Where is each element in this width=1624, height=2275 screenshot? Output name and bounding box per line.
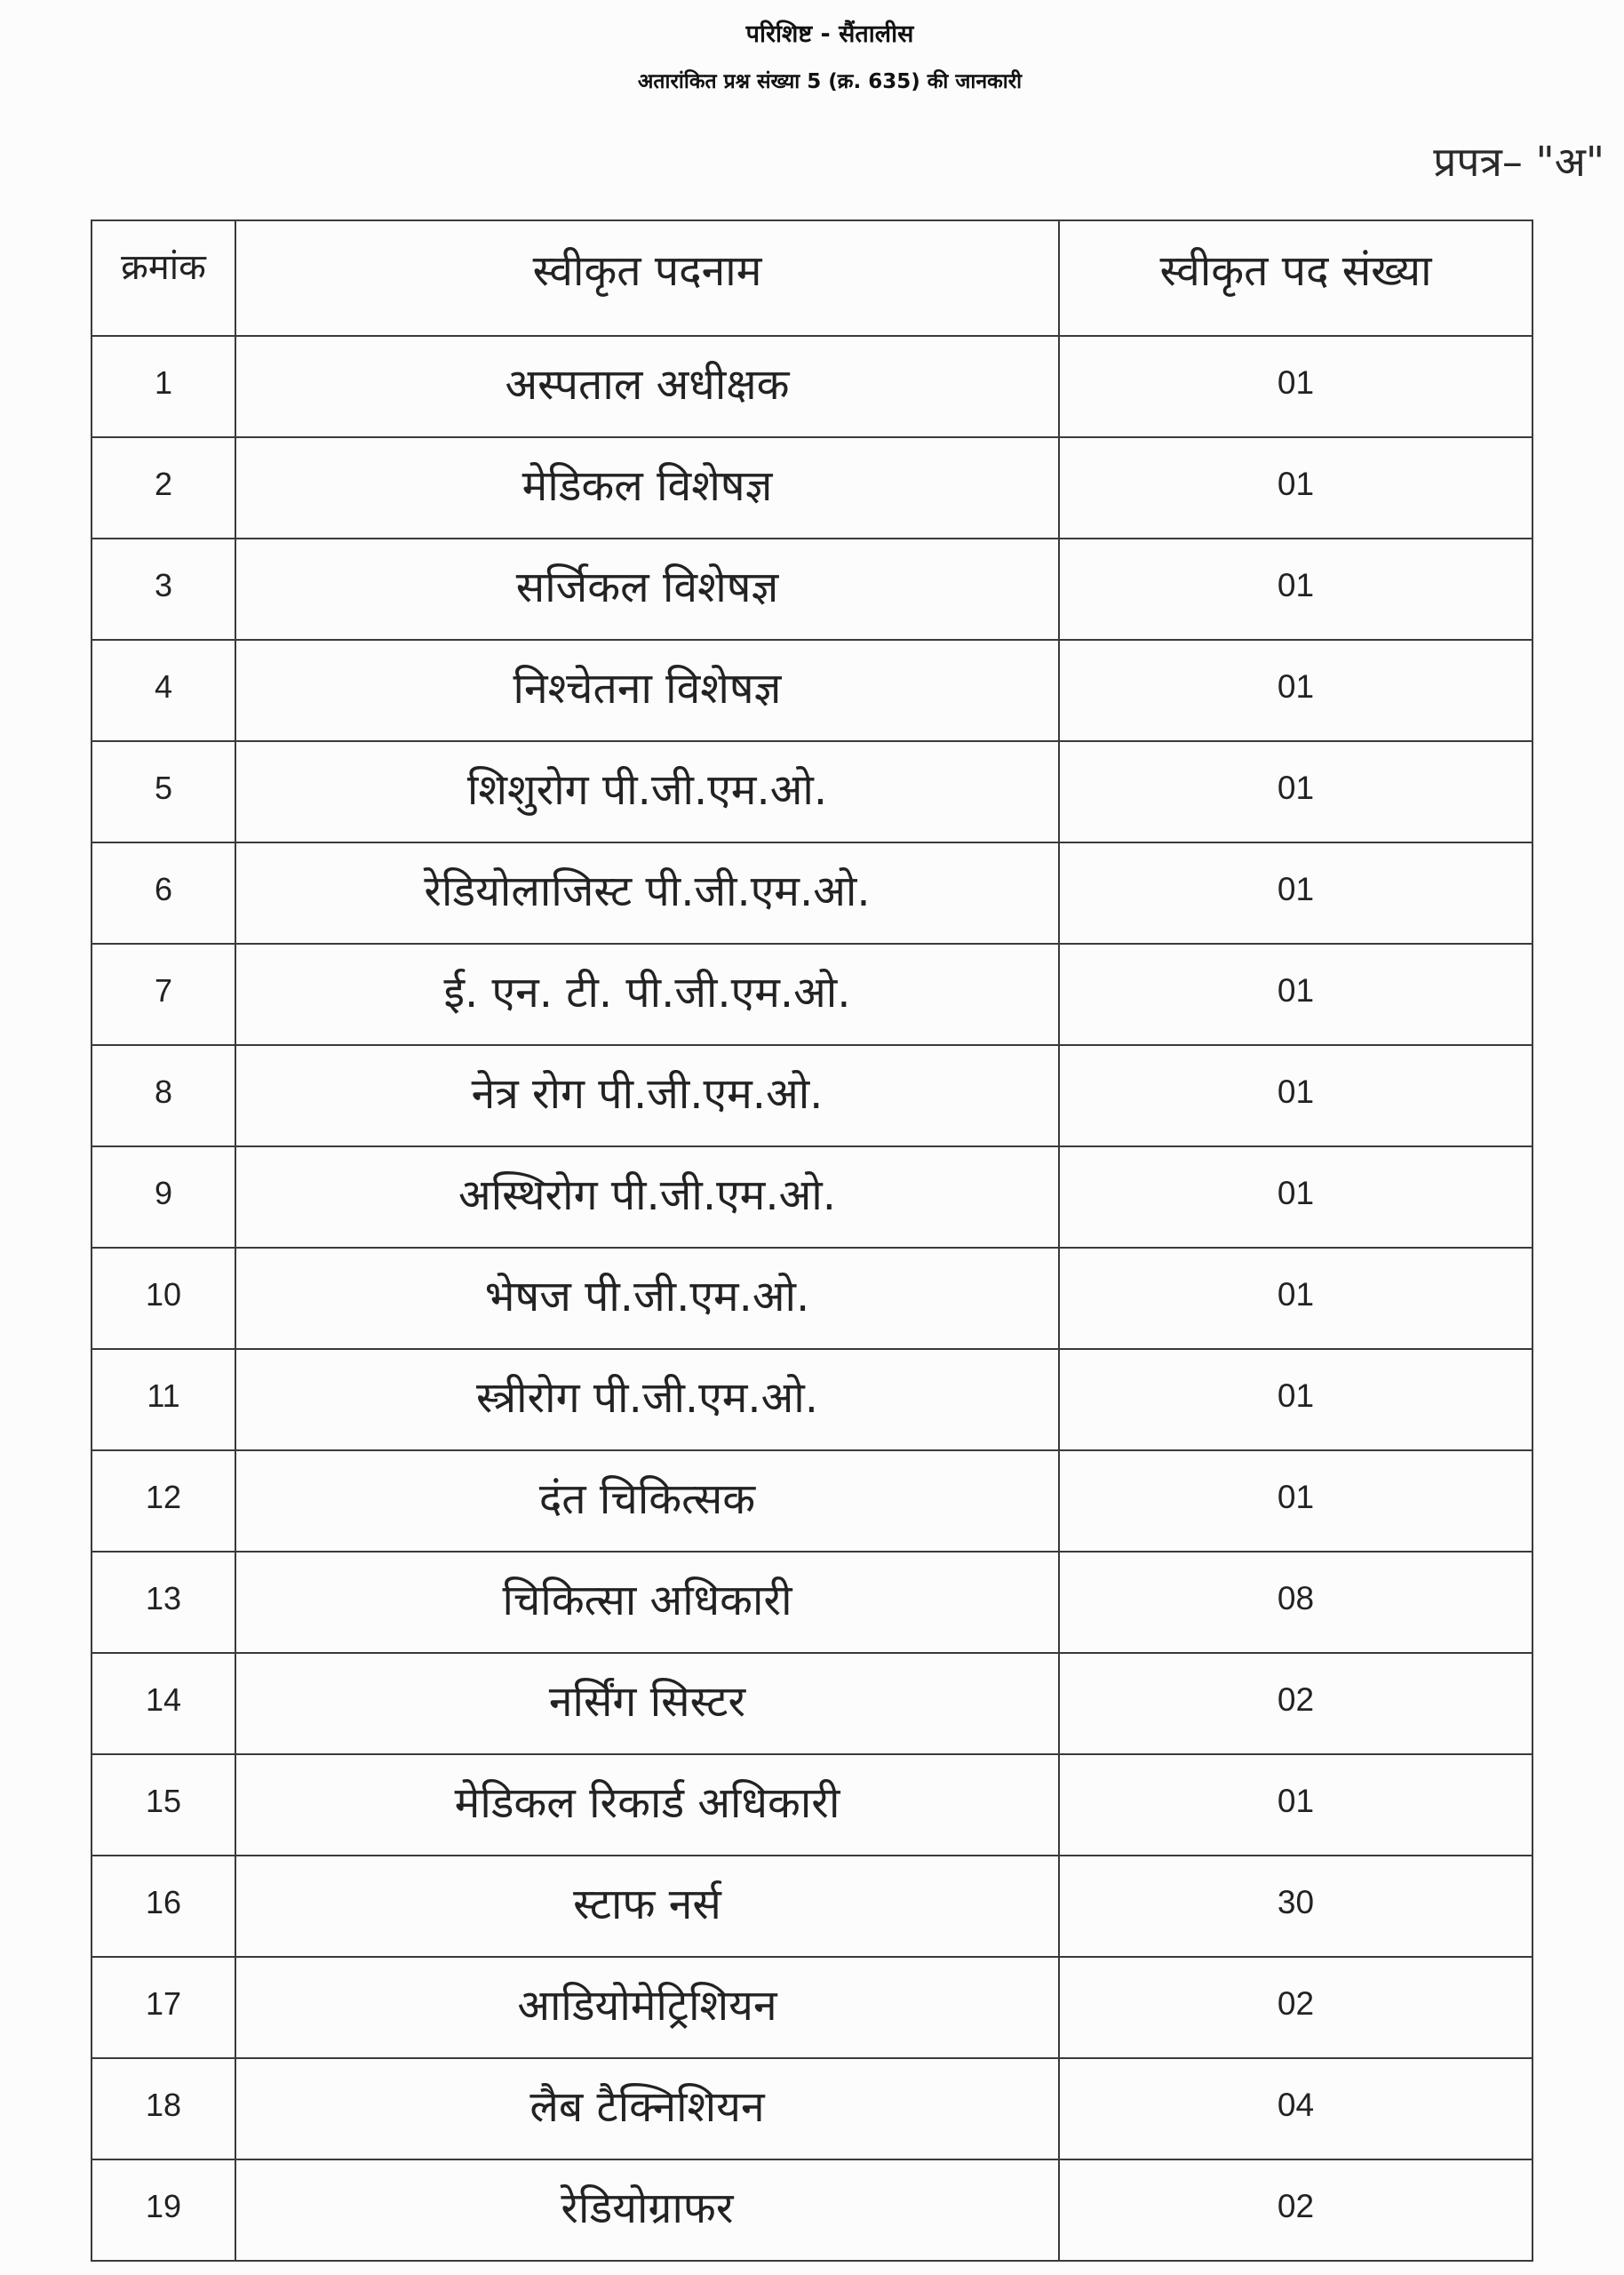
post-count-cell: 02 xyxy=(1059,1957,1532,2058)
serial-cell: 5 xyxy=(92,741,235,842)
designation-cell: नेत्र रोग पी.जी.एम.ओ. xyxy=(235,1045,1059,1146)
serial-cell: 18 xyxy=(92,2058,235,2159)
post-count-cell: 01 xyxy=(1059,1045,1532,1146)
post-count-cell: 01 xyxy=(1059,1146,1532,1248)
serial-cell: 11 xyxy=(92,1349,235,1450)
post-count-cell: 01 xyxy=(1059,1248,1532,1349)
designation-cell: चिकित्सा अधिकारी xyxy=(235,1552,1059,1653)
designation-cell: आडियोमेट्रिशियन xyxy=(235,1957,1059,2058)
post-count-cell: 01 xyxy=(1059,944,1532,1045)
designation-cell: स्त्रीरोग पी.जी.एम.ओ. xyxy=(235,1349,1059,1450)
designation-cell: भेषज पी.जी.एम.ओ. xyxy=(235,1248,1059,1349)
post-count-cell: 01 xyxy=(1059,640,1532,741)
table-row xyxy=(92,842,1532,944)
post-count-cell: 01 xyxy=(1059,741,1532,842)
header-serial: क्रमांक xyxy=(92,220,235,336)
table-row xyxy=(92,1349,1532,1450)
serial-cell: 12 xyxy=(92,1450,235,1552)
form-label: प्रपत्र– "अ" xyxy=(1433,138,1604,186)
table-row xyxy=(92,944,1532,1045)
table-row xyxy=(92,539,1532,640)
table-row xyxy=(92,1653,1532,1754)
serial-cell: 10 xyxy=(92,1248,235,1349)
serial-cell: 4 xyxy=(92,640,235,741)
table-row xyxy=(92,2159,1532,2261)
header-designation: स्वीकृत पदनाम xyxy=(235,220,1059,336)
designation-cell: शिशुरोग पी.जी.एम.ओ. xyxy=(235,741,1059,842)
table-row xyxy=(92,1754,1532,1856)
serial-cell: 7 xyxy=(92,944,235,1045)
serial-cell: 3 xyxy=(92,539,235,640)
table-row xyxy=(92,1045,1532,1146)
post-count-cell: 02 xyxy=(1059,2159,1532,2261)
serial-cell: 13 xyxy=(92,1552,235,1653)
post-count-cell: 01 xyxy=(1059,842,1532,944)
designation-cell: मेडिकल रिकार्ड अधिकारी xyxy=(235,1754,1059,1856)
serial-cell: 15 xyxy=(92,1754,235,1856)
document-title: परिशिष्ट - सैंतालीस xyxy=(745,20,914,48)
designation-cell: ई. एन. टी. पी.जी.एम.ओ. xyxy=(235,944,1059,1045)
serial-cell: 14 xyxy=(92,1653,235,1754)
table-row xyxy=(92,2058,1532,2159)
serial-cell: 19 xyxy=(92,2159,235,2261)
table-header xyxy=(92,220,1532,336)
serial-cell: 17 xyxy=(92,1957,235,2058)
designation-cell: रेडियोग्राफर xyxy=(235,2159,1059,2261)
header-count: स्वीकृत पद संख्या xyxy=(1059,220,1532,336)
designation-cell: मेडिकल विशेषज्ञ xyxy=(235,437,1059,539)
serial-cell: 8 xyxy=(92,1045,235,1146)
table-row xyxy=(92,1146,1532,1248)
serial-cell: 16 xyxy=(92,1856,235,1957)
post-count-cell: 01 xyxy=(1059,1450,1532,1552)
table-row xyxy=(92,1248,1532,1349)
post-count-cell: 01 xyxy=(1059,336,1532,437)
table-header-row xyxy=(92,220,1532,336)
post-count-cell: 01 xyxy=(1059,539,1532,640)
table-row xyxy=(92,1552,1532,1653)
table-row xyxy=(92,336,1532,437)
table-row xyxy=(92,1957,1532,2058)
serial-cell: 6 xyxy=(92,842,235,944)
table-row xyxy=(92,1450,1532,1552)
serial-cell: 9 xyxy=(92,1146,235,1248)
post-count-cell: 30 xyxy=(1059,1856,1532,1957)
designation-cell: रेडियोलाजिस्ट पी.जी.एम.ओ. xyxy=(235,842,1059,944)
designation-cell: स्टाफ नर्स xyxy=(235,1856,1059,1957)
designation-cell: अस्थिरोग पी.जी.एम.ओ. xyxy=(235,1146,1059,1248)
designation-cell: सर्जिकल विशेषज्ञ xyxy=(235,539,1059,640)
post-count-cell: 02 xyxy=(1059,1653,1532,1754)
post-count-cell: 04 xyxy=(1059,2058,1532,2159)
serial-cell: 2 xyxy=(92,437,235,539)
post-count-cell: 01 xyxy=(1059,1349,1532,1450)
table-row xyxy=(92,741,1532,842)
document-subtitle: अतारांकित प्रश्न संख्या 5 (क्र. 635) की जानकारी xyxy=(637,70,1023,93)
table-row xyxy=(92,640,1532,741)
sanctioned-posts-table xyxy=(91,220,1533,2262)
post-count-cell: 01 xyxy=(1059,1754,1532,1856)
post-count-cell: 01 xyxy=(1059,437,1532,539)
designation-cell: नर्सिंग सिस्टर xyxy=(235,1653,1059,1754)
table-row xyxy=(92,1856,1532,1957)
designation-cell: दंत चिकित्सक xyxy=(235,1450,1059,1552)
serial-cell: 1 xyxy=(92,336,235,437)
designation-cell: लैब टैक्निशियन xyxy=(235,2058,1059,2159)
designation-cell: निश्चेतना विशेषज्ञ xyxy=(235,640,1059,741)
table-body xyxy=(92,336,1532,2261)
designation-cell: अस्पताल अधीक्षक xyxy=(235,336,1059,437)
post-count-cell: 08 xyxy=(1059,1552,1532,1653)
table-row xyxy=(92,437,1532,539)
